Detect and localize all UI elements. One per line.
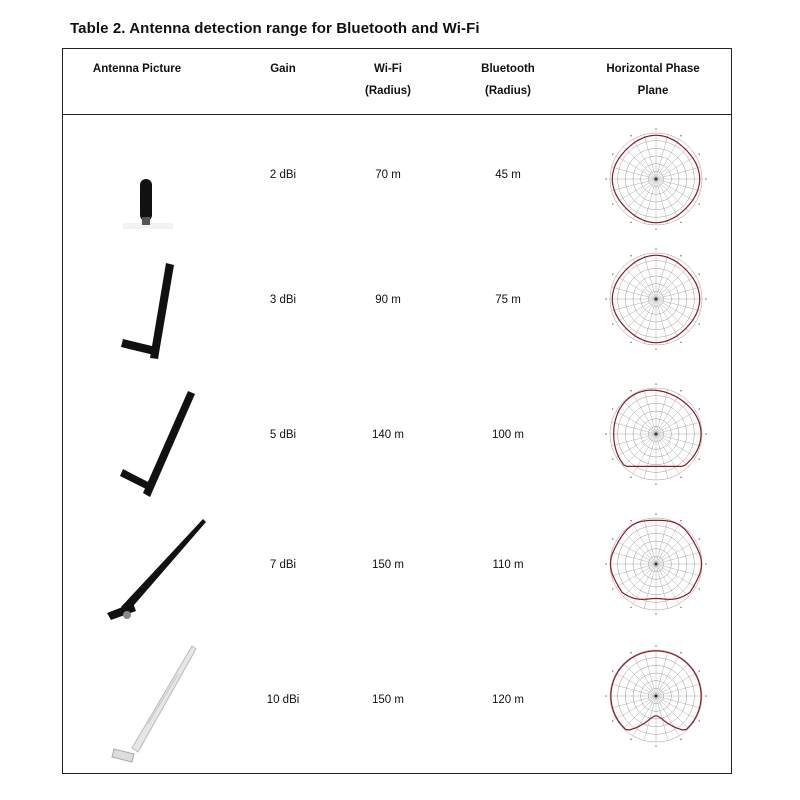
table-row [63,119,731,239]
bent-antenna-icon [118,259,188,364]
polar-grid [605,128,707,230]
table-row [63,379,731,509]
polar-plot [601,509,711,619]
header-horizontal-phase-plane: Horizontal Phase Plane [606,63,700,97]
antenna-table [62,48,732,774]
polar-grid [605,645,707,747]
bluetooth-radius-value: 100 m [492,429,524,441]
polar-grid [605,513,707,615]
bent-antenna-icon [118,389,208,499]
wifi-radius-value: 70 m [375,169,401,181]
header-bluetooth: Bluetooth (Radius) [481,63,535,97]
wifi-radius-value: 150 m [372,559,404,571]
header-antenna-picture: Antenna Picture [92,63,182,75]
gain-value: 5 dBi [269,429,297,441]
table-caption: Table 2. Antenna detection range for Bluetooth and Wi-Fi [70,20,480,37]
bluetooth-radius-value: 110 m [492,559,524,571]
table-row [63,639,731,769]
polar-plot [601,124,711,234]
polar-grid [605,383,707,485]
bluetooth-radius-value: 45 m [495,169,521,181]
table-row [63,239,731,369]
long-antenna-icon [103,517,213,627]
polar-plot [601,641,711,761]
bluetooth-radius-value: 75 m [495,294,521,306]
short-antenna-icon [118,149,178,229]
gain-value: 2 dBi [269,169,297,181]
wifi-radius-value: 90 m [375,294,401,306]
polar-plot [601,244,711,354]
gain-value: 3 dBi [269,294,297,306]
wifi-radius-value: 150 m [372,694,404,706]
gain-value: 10 dBi [266,694,300,706]
table-header-row [63,49,731,115]
polar-grid [605,248,707,350]
header-gain: Gain [270,63,296,75]
polar-plot [601,379,711,489]
header-wifi: Wi-Fi (Radius) [365,63,411,97]
white-antenna-icon [108,644,208,764]
wifi-radius-value: 140 m [372,429,404,441]
gain-value: 7 dBi [269,559,297,571]
bluetooth-radius-value: 120 m [492,694,524,706]
table-row [63,509,731,639]
